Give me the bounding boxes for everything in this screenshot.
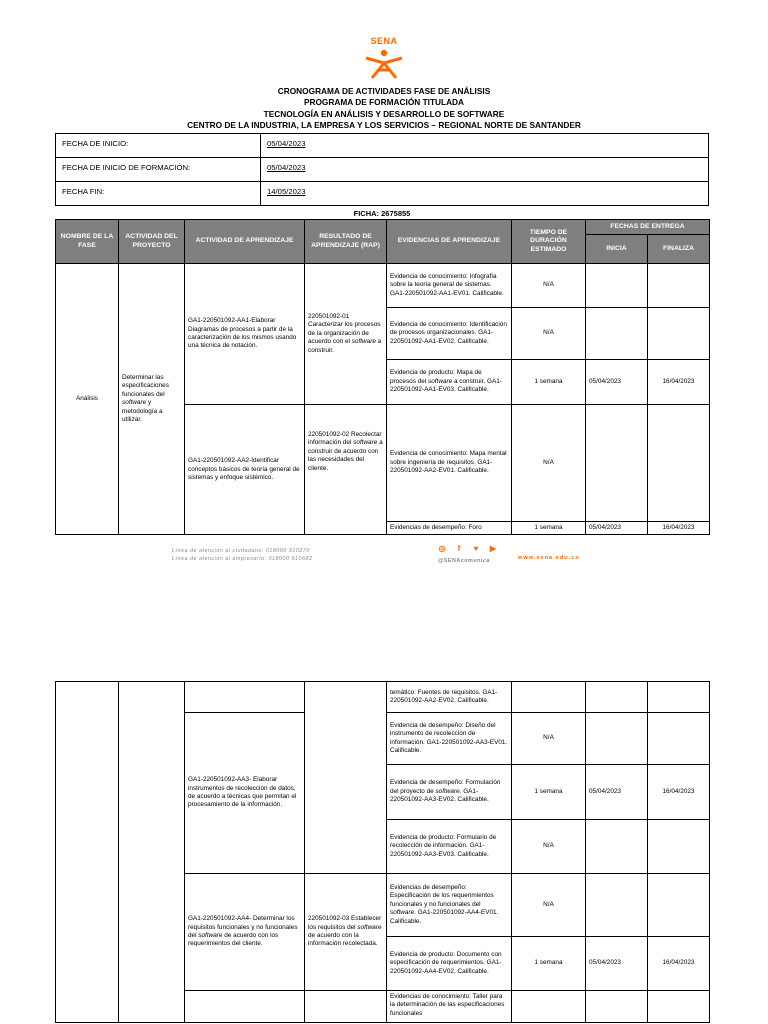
table-row: [56, 682, 710, 713]
evidence-cell: Evidencia de conocimiento: Identificación de procesos organizacionales. GA1-220501092-AA1-EV02. Calificable.: [387, 308, 512, 360]
rap2-em: software: [353, 439, 378, 447]
rap3-cell: [305, 874, 387, 991]
schedule-table-continued: [55, 681, 710, 1023]
evidence-text: Evidencias de desempeño: Especificación de los requerimientos funcionales y no funcionales del: [390, 883, 494, 908]
evidence-text: Evidencia de producto: Mapa de procesos del: [390, 369, 482, 385]
duration-cell: 1 semana: [512, 937, 586, 991]
start-cell: [586, 874, 648, 937]
evidence-cell: Evidencias de conocimiento: Taller para la determinación de las especificaciones funcionales: [387, 991, 512, 1023]
aa1-cell: GA1-220501092-AA1-Elaborar Diagramas de procesos a partir de la caracterización de los mismos usando una técnica de notación.: [185, 264, 305, 405]
start-cell: 05/04/2023: [586, 360, 648, 405]
rap3-text-2: de acuerdo con la información recolectada.: [308, 932, 378, 948]
header-row: [56, 220, 710, 235]
end-cell: 16/04/2023: [648, 937, 710, 991]
start-cell: [586, 682, 648, 713]
end-cell: [648, 874, 710, 937]
social-handle: @SENAcomunica: [438, 558, 490, 564]
end-cell: [648, 713, 710, 765]
evidence-cell: Evidencia de producto: Documento con especificación de requerimientos. GA1-220501092-AA4-EV02. Calificable.: [387, 937, 512, 991]
heading-line-3: TECNOLOGÍA EN ANÁLISIS Y DESARROLLO DE SOFTWARE: [263, 109, 505, 119]
website-link[interactable]: www.sena.edu.co: [518, 555, 580, 561]
rap1-text: 220501092-01 Caracterizar los procesos de la organización de acuerdo con el: [308, 312, 381, 346]
evidence-text-2: . GA1-220501092-AA4-EV01. Calificable.: [390, 909, 499, 925]
col-header-actividad-aprendizaje: ACTIVIDAD DE APRENDIZAJE: [185, 220, 305, 264]
evidence-cell: Evidencia de conocimiento: Infografía sobre la teoría general de sistemas. GA1-220501092-AA1-EV01. Calificable.: [387, 264, 512, 308]
end-cell: [648, 820, 710, 874]
logo-text: SENA: [370, 36, 398, 46]
sena-logo: [352, 36, 416, 82]
fase-cell: Análisis: [56, 264, 119, 535]
training-start-value: 05/04/2023: [261, 158, 709, 182]
rap1-em: software: [351, 338, 376, 346]
heading-line-4: CENTRO DE LA INDUSTRIA, LA EMPRESA Y LOS SERVICIOS – REGIONAL NORTE DE SANTANDER: [187, 120, 581, 130]
aa2-continued-cell: [185, 682, 305, 713]
col-header-actividad-proyecto: ACTIVIDAD DEL PROYECTO: [119, 220, 185, 264]
duration-cell: N/A: [512, 308, 586, 360]
aa3-cell: GA1-220501092-AA3- Elaborar instrumentos de recolección de datos, de acuerdo a técnicas que permitan el procesamiento de la información.: [185, 713, 305, 874]
schedule-table: [55, 219, 710, 535]
aa4-em: software: [198, 932, 223, 939]
start-cell: 05/04/2023: [586, 522, 648, 535]
duration-cell: 1 semana: [512, 765, 586, 820]
end-cell: [648, 264, 710, 308]
heading-line-2: PROGRAMA DE FORMACIÓN TITULADA: [303, 97, 465, 107]
fase-cell: [56, 682, 119, 1023]
col-header-fase: NOMBRE DE LA FASE: [56, 220, 119, 264]
actividad-proyecto-text-2: y metodología a utilizar.: [122, 399, 163, 424]
rap2-cell: [305, 405, 387, 535]
twitter-icon[interactable]: ♥: [473, 544, 479, 553]
start-cell: 05/04/2023: [586, 765, 648, 820]
col-header-evidencias: EVIDENCIAS DE APRENDIZAJE: [387, 220, 512, 264]
evidence-text: Evidencia de desempeño: Formulación del proyecto de: [390, 779, 501, 795]
actividad-proyecto-em: software: [122, 399, 147, 407]
aa4-cell: [185, 874, 305, 991]
start-cell: [586, 713, 648, 765]
rap1-cell: [305, 264, 387, 405]
actividad-proyecto-cell: [119, 682, 185, 1023]
duration-cell: [512, 991, 586, 1023]
business-line: Línea de atención al empresario: 018000 910682: [172, 556, 313, 562]
duration-cell: N/A: [512, 713, 586, 765]
duration-cell: N/A: [512, 405, 586, 522]
rap2-text: 220501092-02 Recolectar información del: [308, 431, 382, 447]
col-header-fechas: FECHAS DE ENTREGA: [586, 220, 710, 235]
aa4-text-2: de acuerdo con los requerimientos del cliente.: [188, 932, 279, 948]
start-cell: [586, 991, 648, 1023]
end-cell: 16/04/2023: [648, 522, 710, 535]
evidence-em: software: [428, 377, 453, 385]
duration-cell: 1 semana: [512, 360, 586, 405]
start-date-value: 05/04/2023: [261, 134, 709, 158]
evidence-cell: [387, 874, 512, 937]
start-cell: [586, 820, 648, 874]
sena-figure-icon: [352, 36, 416, 82]
evidence-em: software: [390, 909, 415, 917]
evidence-cell: [387, 765, 512, 820]
end-cell: [648, 682, 710, 713]
end-cell: 16/04/2023: [648, 360, 710, 405]
duration-cell: N/A: [512, 874, 586, 937]
dates-table: [55, 133, 709, 206]
start-cell: 05/04/2023: [586, 937, 648, 991]
instagram-icon[interactable]: ◎: [438, 544, 446, 553]
start-cell: [586, 264, 648, 308]
end-date-label: FECHA FIN:: [56, 182, 261, 206]
duration-cell: N/A: [512, 820, 586, 874]
start-cell: [586, 308, 648, 360]
youtube-icon[interactable]: ▶: [489, 544, 497, 553]
duration-cell: N/A: [512, 264, 586, 308]
table-row: [56, 158, 709, 182]
end-cell: [648, 991, 710, 1023]
end-date-value: 14/05/2023: [261, 182, 709, 206]
table-row: [56, 264, 710, 308]
evidence-cell: Evidencia de desempeño: Diseño del instrumento de recolección de información. GA1-220501092-AA3-EV01. Calificable.: [387, 713, 512, 765]
actividad-proyecto-cell: [119, 264, 185, 535]
evidence-cell: temático: Fuentes de requisitos. GA1-220501092-AA2-EV02. Calificable.: [387, 682, 512, 713]
evidence-text-2: . GA1-220501092-AA3-EV02. Calificable.: [390, 787, 489, 804]
end-cell: [648, 308, 710, 360]
end-cell: [648, 405, 710, 522]
evidence-cell: Evidencia de conocimiento: Mapa mental sobre ingeniería de requisitos. GA1-220501092-AA2-EV01. Calificable.: [387, 405, 512, 522]
evidence-cell: Evidencia de producto: Formulario de recolección de información. GA1- 220501092-AA3-EV03. Calificable.: [387, 820, 512, 874]
start-cell: [586, 405, 648, 522]
ficha-number: FICHA: 2675855: [353, 209, 411, 218]
training-start-label: FECHA DE INICIO DE FORMACIÓN:: [56, 158, 261, 182]
col-header-tiempo: TIEMPO DE DURACIÓN ESTIMADO: [512, 220, 586, 264]
col-header-finaliza: FINALIZA: [648, 235, 710, 264]
rap1-text-2: a construir.: [308, 338, 382, 354]
citizen-line: Línea de atención al ciudadano: 018000 910270: [172, 548, 310, 554]
end-cell: 16/04/2023: [648, 765, 710, 820]
page-2: [0, 640, 768, 1024]
start-date-label: FECHA DE INICIO:: [56, 134, 261, 158]
evidence-em: software: [435, 787, 460, 795]
rap3-text: 220501092-03 Establecer los requisitos del: [308, 915, 382, 931]
table-row: [56, 182, 709, 206]
social-icons: [438, 545, 497, 553]
rap2-continued-cell: [305, 682, 387, 874]
evidence-cell: Evidencias de desempeño: Foro: [387, 522, 512, 535]
aa2-cell: GA1-220501092-AA2-Identificar conceptos básicos de teoría general de sistemas y enfoque sistémico.: [185, 405, 305, 535]
aa4-text: GA1-220501092-AA4- Determinar los requisitos funcionales y no funcionales del: [188, 915, 298, 939]
col-header-inicia: INICIA: [586, 235, 648, 264]
rap3-em: software: [357, 923, 382, 931]
duration-cell: [512, 682, 586, 713]
duration-cell: 1 semana: [512, 522, 586, 535]
rap-cell: [305, 991, 387, 1023]
heading-line-1: CRONOGRAMA DE ACTIVIDADES FASE DE ANÁLISIS: [277, 86, 491, 96]
evidence-text-2: a construir. GA1-220501092-AA1-EV03. Calificable.: [390, 377, 502, 394]
col-header-rap: RESULTADO DE APRENDIZAJE (RAP): [305, 220, 387, 264]
actividad-proyecto-text: Determinar las especificaciones funcionales del: [122, 373, 169, 398]
table-row: [56, 134, 709, 158]
aa5-cell: [185, 991, 305, 1023]
rap2-text-2: a construir de acuerdo con las necesidades del cliente.: [308, 439, 383, 472]
evidence-cell: [387, 360, 512, 405]
footer-contact: [172, 547, 313, 563]
facebook-icon[interactable]: f: [457, 544, 461, 553]
